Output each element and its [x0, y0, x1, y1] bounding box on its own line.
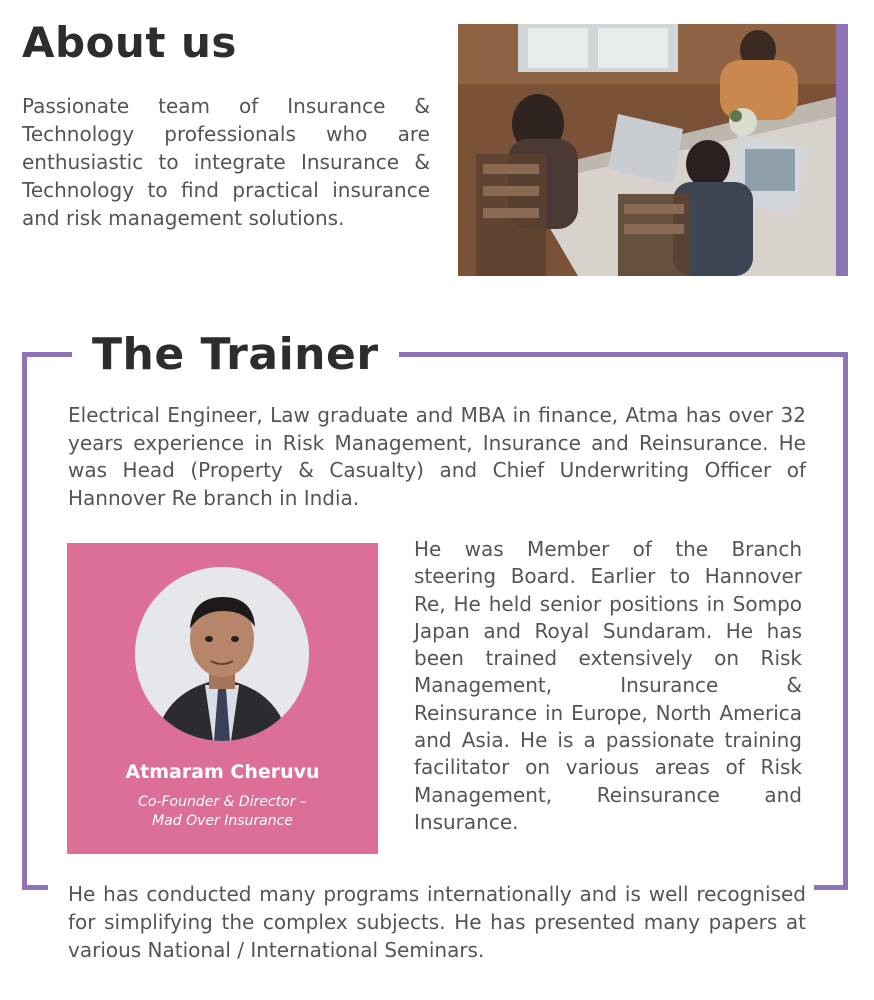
office-team-photo — [458, 24, 848, 276]
trainer-title: The Trainer — [72, 328, 399, 382]
about-description: Passionate team of Insurance & Technology professionals who are enthusiastic to integrate Insurance & Technology to find practical insurance and risk management solutions. — [22, 94, 430, 230]
trainer-role-line-2: Mad Over Insurance — [152, 813, 293, 829]
trainer-profile-card — [67, 543, 378, 854]
trainer-outro: He has conducted many programs internationally and is well recognised for simplifying the complex subjects. He has presented many papers at various National / International Seminars. — [68, 882, 806, 963]
about-title: About us — [22, 18, 237, 67]
trainer-role-line-1: Co-Founder & Director – — [138, 794, 307, 810]
trainer-name: Atmaram Cheruvu — [125, 761, 320, 783]
trainer-experience-text: He was Member of the Branch steering Board. Earlier to Hannover Re, He held senior positions in Sompo Japan and Royal Sundaram. He has been trained extensively on Risk Management, Insurance & Reinsurance in Europe, North America and Asia. He is a passionate training facilitator on various areas of Risk Management, Reinsurance and Insurance. — [414, 537, 802, 834]
trainer-intro: Electrical Engineer, Law graduate and MBA in finance, Atma has over 32 years experience in Risk Management, Insurance and Reinsurance. He was Head (Property & Casualty) and Chief Underwriting Officer of Hannover Re branch in India. — [68, 403, 806, 510]
trainer-role — [107, 793, 338, 831]
trainer-avatar — [135, 567, 309, 741]
